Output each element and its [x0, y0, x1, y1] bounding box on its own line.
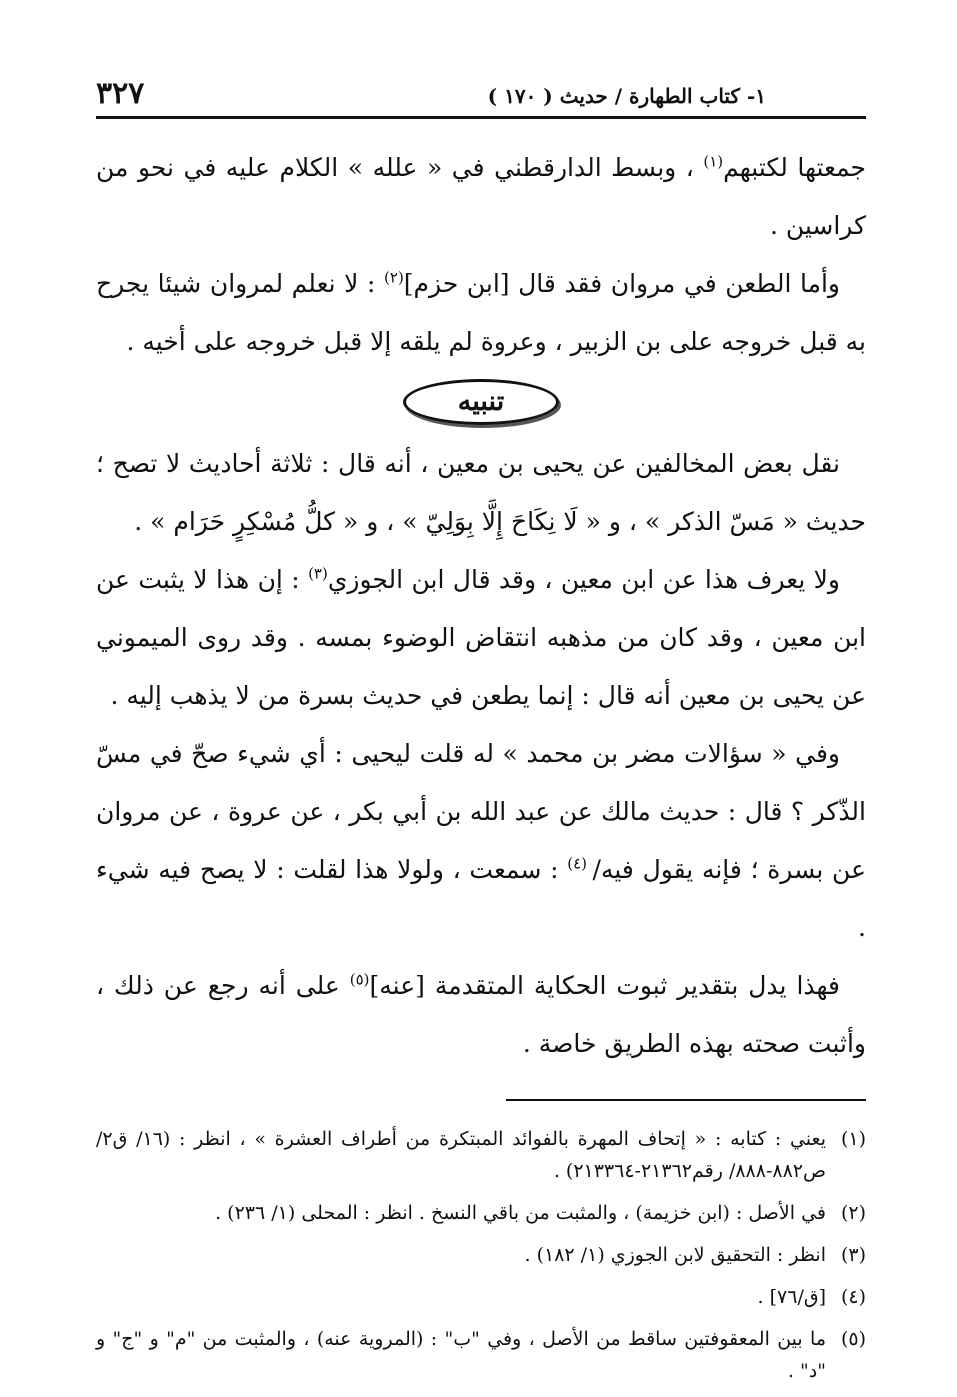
text-run: : لا نعلم لمروان شيئا يجرح به قبل خروجه على بن الزبير ، وعروة لم يلقه إلا قبل خروجه على أخيه .: [96, 269, 866, 356]
footnote-text: يعني : كتابه : « إتحاف المهرة بالفوائد المبتكرة من أطراف العشرة » ، انظر : (١٦/ ق٢/ ص٨٨٢-٨٨٨/ رقم٢١٣٦٢-٢١٣٣٦٤) .: [96, 1128, 826, 1182]
footnote-number: (١): [840, 1128, 866, 1150]
running-title: ١- كتاب الطهارة / حديث ( ١٧٠ ): [487, 84, 766, 108]
text-run: : إن هذا لا يثبت عن ابن معين ، وقد كان من مذهبه انتقاض الوضوء بمسه . وقد روى الميموني عن يحيى بن معين أنه قال : إنما يطعن في حديث بسرة من لا يذهب إليه .: [96, 565, 866, 710]
footnote-5: [96, 1323, 866, 1387]
footnote-ref-4: (٤): [567, 854, 593, 873]
section-heading-wrap: [96, 373, 866, 429]
page-header: [96, 72, 866, 119]
text-run: : سمعت ، ولولا هذا لقلت : لا يصح فيه شيء .: [96, 855, 866, 942]
footnote-ref-5: (٥): [349, 970, 370, 989]
text-run: جمعتها لكتبهم: [723, 153, 866, 182]
footnote-ref-2: (٢): [384, 268, 404, 287]
footnote-ref-3: (٣): [308, 564, 328, 583]
text-run: وأما الطعن في مروان فقد قال [ابن حزم]: [403, 269, 841, 298]
footnote-number: (٤): [840, 1286, 866, 1308]
footnote-4: [96, 1281, 866, 1313]
paragraph-2: [96, 255, 866, 371]
footnote-text: ما بين المعقوفتين ساقط من الأصل ، وفي "ب" : (المروية عنه) ، والمثبت من "م" و "ج" و "د" .: [96, 1328, 826, 1382]
text-run: على أنه رجع عن ذلك ، وأثبت صحته بهذه الطريق خاصة .: [96, 971, 866, 1058]
footnote-number: (٥): [840, 1328, 866, 1350]
text-run: ولا يعرف هذا عن ابن معين ، وقد قال ابن الجوزي: [327, 565, 840, 594]
section-heading-banner: تنبيه: [403, 379, 559, 425]
book-page: [96, 72, 866, 1397]
main-text: [96, 139, 866, 1073]
text-run: وفي « سؤالات مضر بن محمد » له قلت ليحيى : أي شيء صحّ في مسّ الذّكر ؟ قال : حديث مالك عن عبد الله بن أبي بكر ، عن عروة ، عن مروان عن بسرة ؛ فإنه يقول فيه/: [96, 739, 867, 884]
paragraph-3: نقل بعض المخالفين عن يحيى بن معين ، أنه قال : ثلاثة أحاديث لا تصح ؛ حديث « مَسّ الذكر » ، و « لَا نِكَاحَ إِلَّا بِوَلِيّ » ، و « كلُّ مُسْكِرٍ حَرَام » .: [96, 449, 866, 536]
footnote-2: [96, 1197, 866, 1229]
footnote-3: [96, 1239, 866, 1271]
footnote-text: انظر : التحقيق لابن الجوزي (١/ ١٨٢) .: [524, 1244, 826, 1266]
footnote-number: (٢): [840, 1202, 866, 1224]
paragraph-1: [96, 139, 866, 255]
text-run: ، وبسط الدارقطني في « علله » الكلام عليه في نحو من كراسين .: [96, 153, 866, 240]
paragraph-4: [96, 551, 866, 725]
page-number: ٣٢٧: [96, 76, 145, 111]
footnote-1: [96, 1123, 866, 1187]
text-run: فهذا يدل بتقدير ثبوت الحكاية المتقدمة [عنه]: [369, 971, 840, 1000]
footnote-divider: [506, 1099, 866, 1101]
footnote-number: (٣): [840, 1244, 866, 1266]
footnotes: [96, 1123, 866, 1387]
footnote-text: [ق/٧٦] .: [757, 1286, 826, 1308]
paragraph-5: [96, 725, 866, 957]
footnote-text: في الأصل : (ابن خزيمة) ، والمثبت من باقي النسخ . انظر : المحلى (١/ ٢٣٦) .: [215, 1202, 826, 1224]
footnote-ref-1: (١): [703, 152, 724, 171]
paragraph-6: [96, 957, 866, 1073]
